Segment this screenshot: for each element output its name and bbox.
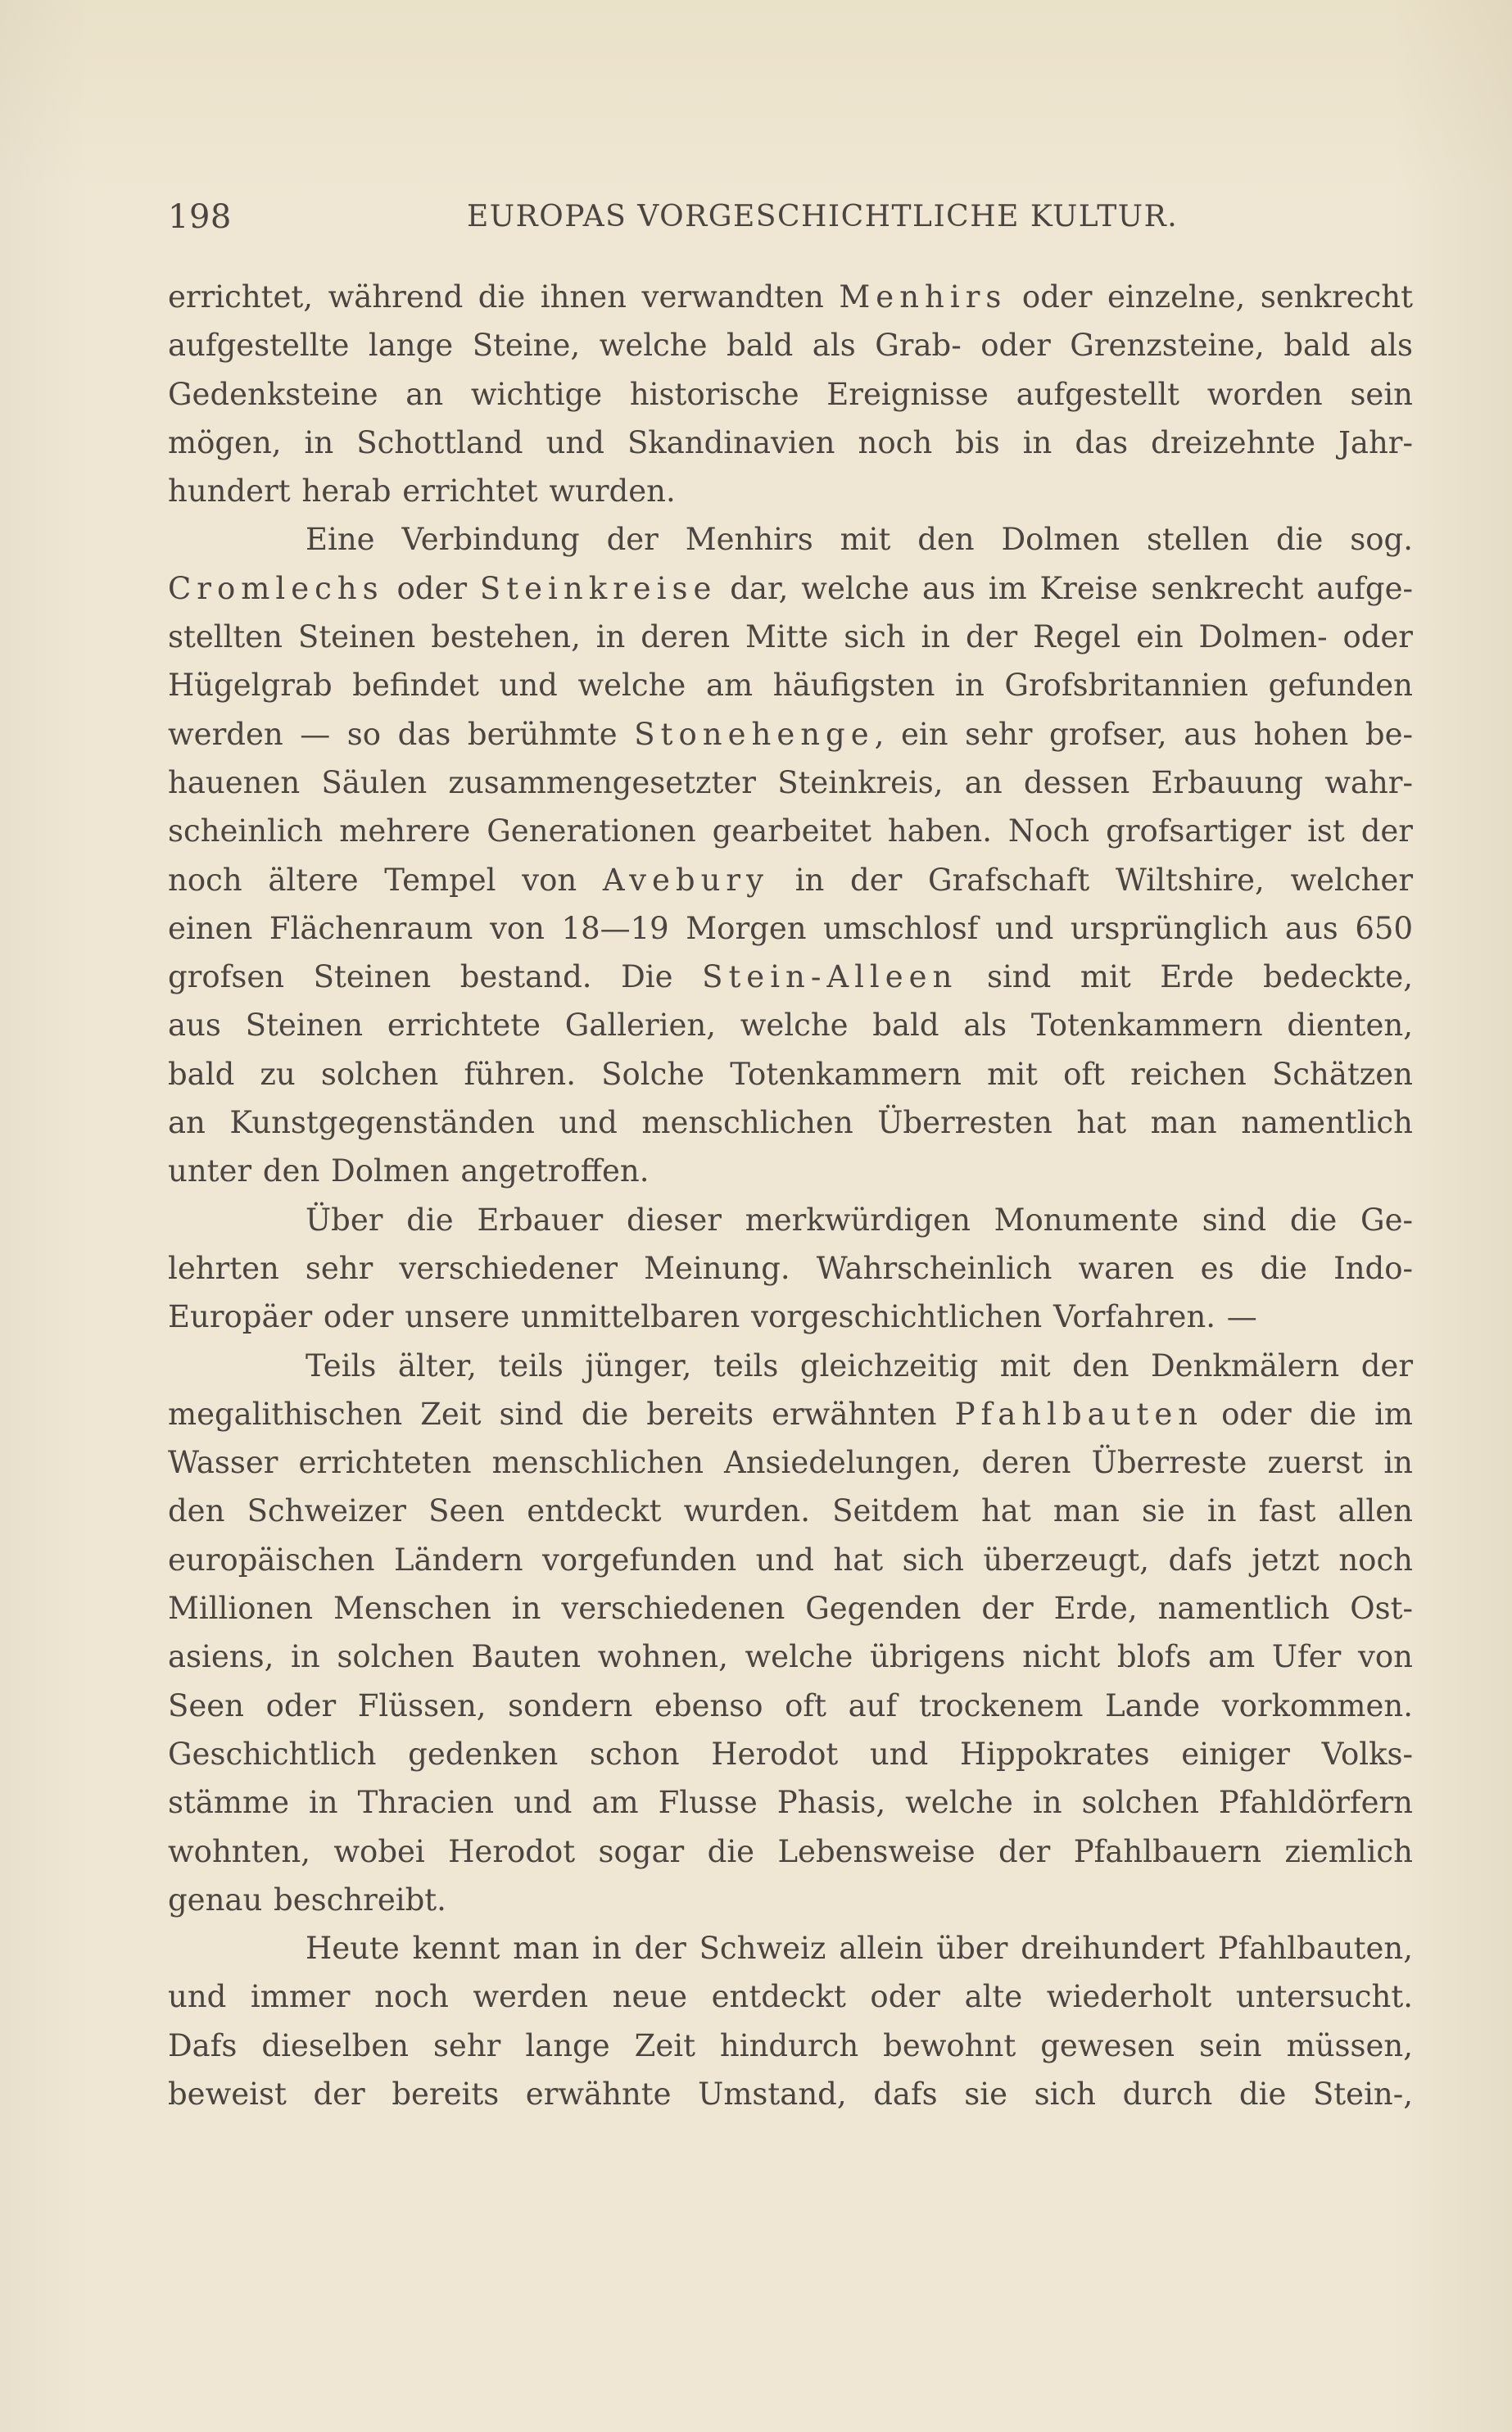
line-segment: unter den Dolmen angetroffen. [168,1153,650,1189]
line-segment: Wasser errichteten menschlichen Ansiedelungen, deren Überreste zuerst in [168,1445,1413,1481]
text-line [168,1098,1413,1147]
line-segment: asiens, in solchen Bauten wohnen, welche übrigens nicht blofs am Ufer von [168,1639,1413,1675]
line-segment: scheinlich mehrere Generationen gearbeitet haben. Noch grofsartiger ist der [168,813,1413,849]
text-line [168,613,1413,661]
line-segment: Dafs dieselben sehr lange Zeit hindurch bewohnt gewesen sein müssen, [168,2027,1413,2063]
text-line [168,1633,1413,1681]
spaced-term: Menhirs [839,279,1007,315]
line-segment: bald zu solchen führen. Solche Totenkammern mit oft reichen Schätzen [168,1056,1413,1092]
line-segment: in der Grafschaft Wiltshire, welcher [769,862,1414,898]
text-line [168,1438,1413,1487]
text-line [168,1293,1413,1341]
line-segment: sind mit Erde bedeckte, [957,959,1413,995]
spaced-term: Steinkreise [479,570,718,606]
text-line [168,1730,1413,1778]
line-segment: hauenen Säulen zusammengesetzter Steinkreis, an dessen Erbauung wahr- [168,764,1413,800]
text-line [168,321,1413,369]
line-segment: an Kunstgegenständen und menschlichen Überresten hat man namentlich [168,1105,1413,1141]
text-line [168,1584,1413,1633]
page-number: 198 [168,198,232,236]
text-line [168,1778,1413,1827]
text-line [168,2022,1413,2070]
line-segment: aus Steinen errichtete Gallerien, welche bald als Totenkammern dienten, [168,1008,1413,1044]
line-segment: einen Flächenraum von 18—19 Morgen umschlosf und ursprünglich aus 650 [168,910,1413,946]
text-line [168,1050,1413,1098]
line-segment: genau beschreibt. [168,1882,446,1918]
line-segment: Über die Erbauer dieser merkwürdigen Monumente sind die Ge- [306,1202,1413,1238]
text-line [168,1876,1413,1924]
spaced-term: Pfahlbauten [954,1396,1204,1432]
line-segment: errichtet, während die ihnen verwandten [168,279,840,315]
line-segment: werden — so das berühmte [168,716,635,752]
line-segment: , ein sehr grofser, aus hohen be- [874,716,1413,752]
text-line [168,1147,1413,1195]
line-segment: stämme in Thracien und am Flusse Phasis, welche in solchen Pfahldörfern [168,1785,1413,1821]
text-line [168,1001,1413,1049]
text-line [168,1244,1413,1293]
text-line [168,370,1413,419]
line-segment: europäischen Ländern vorgefunden und hat sich überzeugt, dafs jetzt noch [168,1542,1413,1578]
line-segment: Eine Verbindung der Menhirs mit den Dolmen stellen die sog. [306,522,1413,558]
text-line [168,953,1413,1001]
text-line [168,2070,1413,2118]
text-line [168,1924,1413,1972]
line-segment: oder einzelne, senkrecht [1007,279,1413,315]
line-segment: den Schweizer Seen entdeckt wurden. Seitdem hat man sie in fast allen [168,1493,1413,1529]
running-head: EUROPAS VORGESCHICHTLICHE KULTUR. [467,200,1179,233]
line-segment: Gedenksteine an wichtige historische Ereignisse aufgestellt worden sein [168,376,1413,412]
text-line [168,1487,1413,1535]
line-segment: megalithischen Zeit sind die bereits erwähnten [168,1396,955,1432]
line-segment: stellten Steinen bestehen, in deren Mitte sich in der Regel ein Dolmen- oder [168,619,1413,655]
text-line [168,467,1413,515]
spaced-term: Stonehenge [634,716,875,752]
line-segment: beweist der bereits erwähnte Umstand, dafs sie sich durch die Stein-, [168,2076,1413,2112]
text-line [168,273,1413,321]
line-segment: Hügelgrab befindet und welche am häufigsten in Grofsbritannien gefunden [168,668,1413,704]
line-segment: Millionen Menschen in verschiedenen Gegenden der Erde, namentlich Ost- [168,1591,1413,1627]
line-segment: mögen, in Schottland und Skandinavien noch bis in das dreizehnte Jahr- [168,424,1413,460]
text-line [168,1342,1413,1390]
line-segment: aufgestellte lange Steine, welche bald als Grab- oder Grenzsteine, bald als [168,328,1413,364]
text-line [168,1827,1413,1876]
line-segment: und immer noch werden neue entdeckt oder alte wiederholt untersucht. [168,1979,1413,2015]
text-line [168,856,1413,904]
body-text [168,273,1413,2118]
line-segment: noch ältere Tempel von [168,862,603,898]
line-segment: Heute kennt man in der Schweiz allein über dreihundert Pfahlbauten, [306,1931,1413,1967]
line-segment: dar, welche aus im Kreise senkrecht aufge- [717,570,1413,606]
line-segment: oder die im [1203,1396,1413,1432]
text-line [168,1682,1413,1730]
line-segment: Europäer oder unsere unmittelbaren vorgeschichtlichen Vorfahren. — [168,1299,1257,1335]
text-line [168,807,1413,855]
line-segment: oder [383,570,480,606]
line-segment: Seen oder Flüssen, sondern ebenso oft auf trockenem Lande vorkommen. [168,1687,1413,1723]
text-line [168,759,1413,807]
spaced-term: Cromlechs [168,570,384,606]
line-segment: lehrten sehr verschiedener Meinung. Wahrscheinlich waren es die Indo- [168,1250,1413,1286]
text-line [168,904,1413,953]
page-header [168,192,1261,242]
text-line [168,564,1413,613]
text-line [168,1972,1413,2021]
line-segment: hundert herab errichtet wurden. [168,473,676,509]
text-line [168,1196,1413,1244]
text-line [168,1390,1413,1438]
spaced-term: Stein-Alleen [702,959,958,995]
text-line [168,661,1413,709]
text-line [168,419,1413,467]
line-segment: Teils älter, teils jünger, teils gleichzeitig mit den Denkmälern der [306,1347,1413,1384]
line-segment: grofsen Steinen bestand. Die [168,959,703,995]
line-segment: Geschichtlich gedenken schon Herodot und Hippokrates einiger Volks- [168,1736,1413,1772]
line-segment: wohnten, wobei Herodot sogar die Lebensweise der Pfahlbauern ziemlich [168,1833,1413,1869]
text-line [168,1536,1413,1584]
spaced-term: Avebury [602,862,770,898]
text-line [168,710,1413,759]
text-line [168,515,1413,564]
